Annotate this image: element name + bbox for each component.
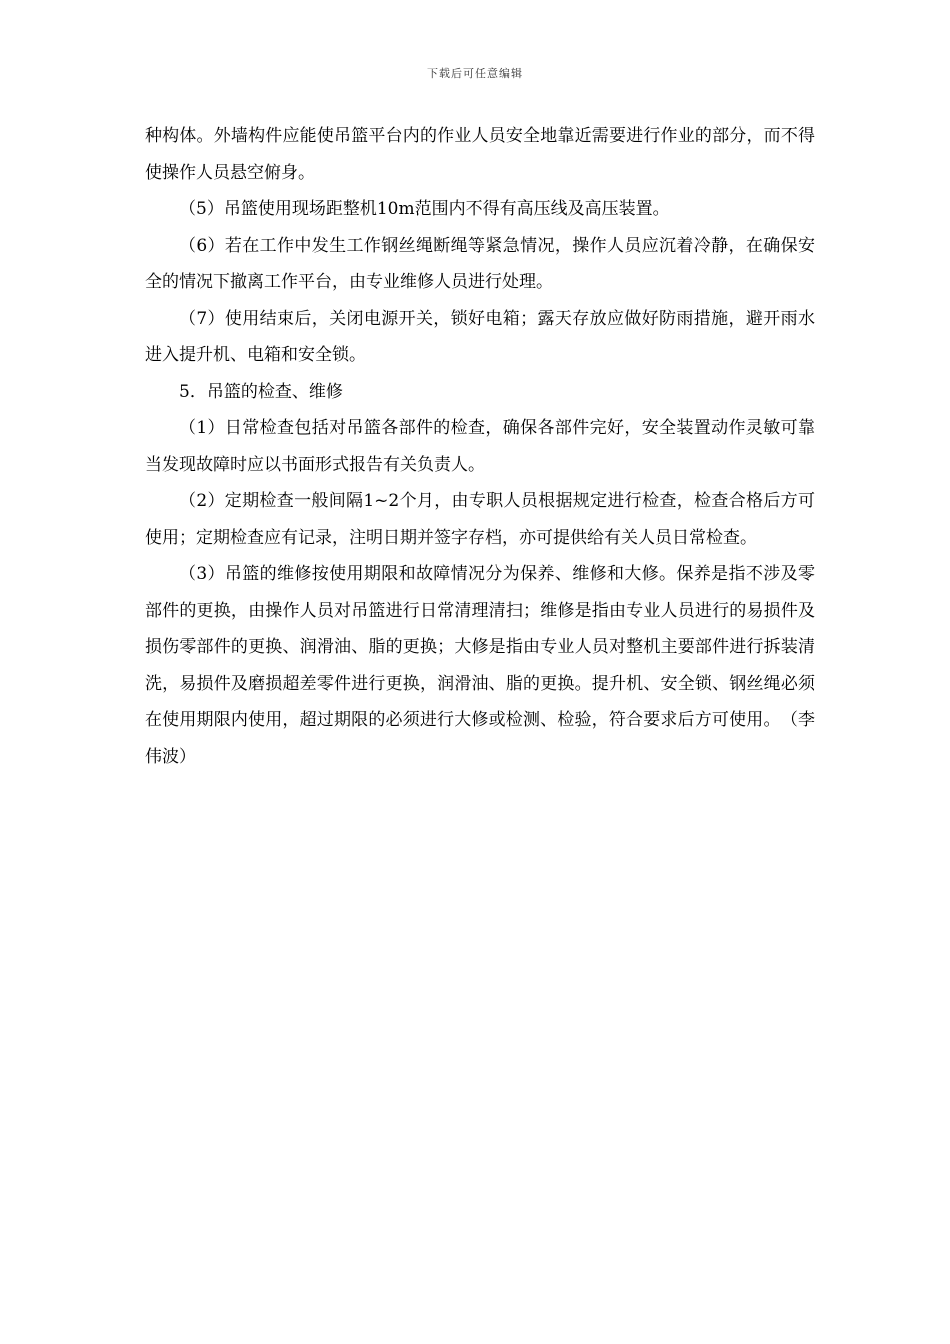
paragraph-continuation: 种构体。外墙构件应能使吊篮平台内的作业人员安全地靠近需要进行作业的部分，而不得使操作人员悬空俯身。 — [145, 126, 815, 183]
paragraph-item-6: （6）若在工作中发生工作钢丝绳断绳等紧急情况，操作人员应沉着冷静，在确保安全的情况下撤离工作平台，由专业维修人员进行处理。 — [145, 235, 815, 292]
paragraph-item-7: （7）使用结束后，关闭电源开关，锁好电箱；露天存放应做好防雨措施，避开雨水进入提升机、电箱和安全锁。 — [145, 308, 815, 365]
document-body — [145, 118, 815, 775]
paragraph-check-1: （1）日常检查包括对吊篮各部件的检查，确保各部件完好，安全装置动作灵敏可靠当发现故障时应以书面形式报告有关负责人。 — [145, 418, 815, 475]
paragraph-check-3: （3）吊篮的维修按使用期限和故障情况分为保养、维修和大修。保养是指不涉及零部件的更换，由操作人员对吊篮进行日常清理清扫；维修是指由专业人员进行的易损件及损伤零部件的更换、润滑油、脂的更换；大修是指由专业人员对整机主要部件进行拆装清洗，易损件及磨损超差零件进行更换，润滑油、脂的更换。提升机、安全锁、钢丝绳必须在使用期限内使用，超过期限的必须进行大修或检测、检验，符合要求后方可使用。 （李伟波） — [145, 564, 815, 767]
page-header: 下载后可任意编辑 — [427, 67, 523, 80]
paragraph-item-5: （5）吊篮使用现场距整机10m范围内不得有高压线及高压装置。 — [179, 199, 670, 219]
section-heading: 5．吊篮的检查、维修 — [179, 381, 343, 402]
paragraph-check-2: （2）定期检查一般间隔1~2个月，由专职人员根据规定进行检查，检查合格后方可使用；定期检查应有记录，注明日期并签字存档，亦可提供给有关人员日常检查。 — [145, 491, 815, 548]
